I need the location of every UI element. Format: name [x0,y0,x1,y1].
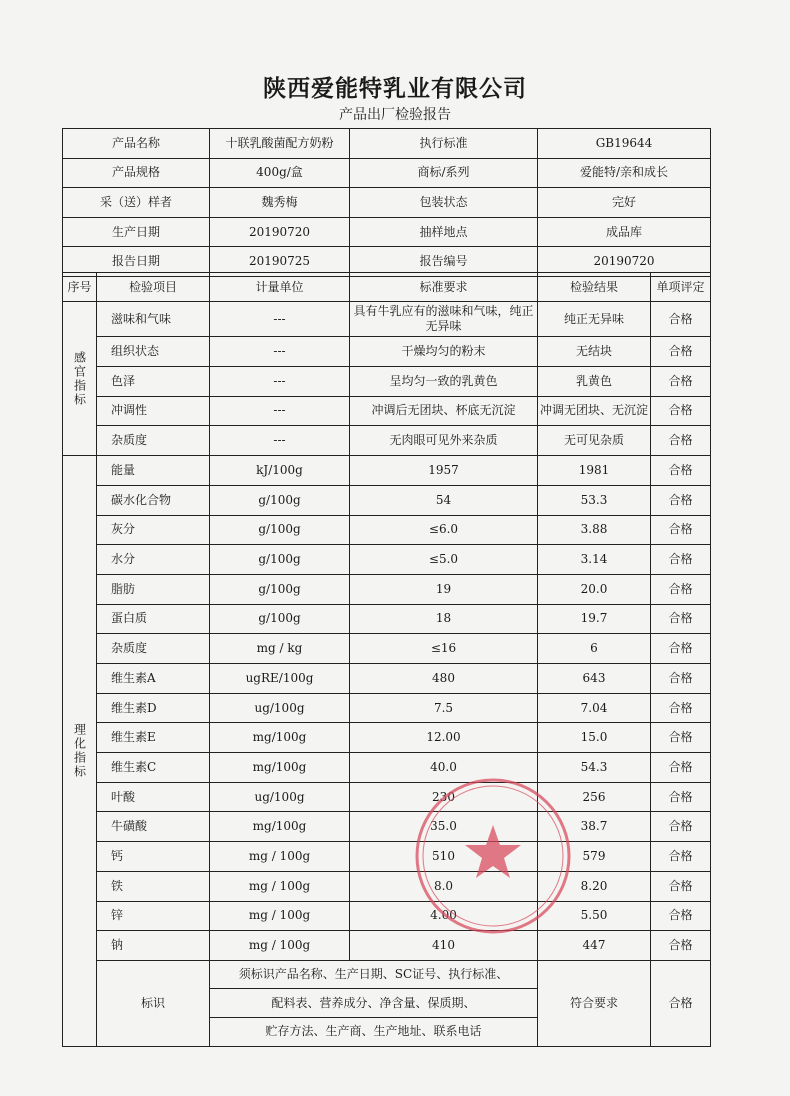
verdict: 合格 [651,693,711,723]
table-row [63,456,711,486]
info-value: 完好 [538,188,711,218]
table-row [63,574,711,604]
info-row [63,188,711,218]
test-item: 色泽 [97,366,210,396]
unit: mg / kg [210,634,350,664]
labeling-row [63,960,711,989]
verdict: 合格 [651,753,711,783]
group-label-sensory: 感官指标 [63,302,97,456]
standard-requirement: ≤16 [350,634,538,664]
test-item-labeling: 标识 [97,960,210,1046]
table-row [63,901,711,931]
verdict: 合格 [651,366,711,396]
info-label: 生产日期 [63,217,210,247]
verdict: 合格 [651,574,711,604]
product-info-table [62,128,711,277]
verdict: 合格 [651,931,711,961]
unit: mg / 100g [210,842,350,872]
info-label: 产品规格 [63,158,210,188]
info-value: 20190720 [538,247,711,277]
verdict: 合格 [651,871,711,901]
info-value: 成品库 [538,217,711,247]
test-item: 脂肪 [97,574,210,604]
info-label: 报告日期 [63,247,210,277]
test-result: 256 [538,782,651,812]
info-value: 400g/盒 [210,158,350,188]
table-row [63,426,711,456]
test-item: 叶酸 [97,782,210,812]
test-result: 冲调无团块、无沉淀 [538,396,651,426]
results-header-row [63,273,711,302]
test-item: 维生素E [97,723,210,753]
unit: mg / 100g [210,871,350,901]
verdict: 合格 [651,456,711,486]
info-label: 商标/系列 [350,158,538,188]
table-row [63,366,711,396]
test-item: 组织状态 [97,337,210,367]
labeling-requirement: 贮存方法、生产商、生产地址、联系电话 [210,1018,538,1047]
standard-requirement: 冲调后无团块、杯底无沉淀 [350,396,538,426]
test-result: 无结块 [538,337,651,367]
table-row [63,485,711,515]
test-item: 能量 [97,456,210,486]
table-row [63,604,711,634]
test-result: 符合要求 [538,960,651,1046]
test-item: 水分 [97,545,210,575]
test-result: 无可见杂质 [538,426,651,456]
group-label-physchem: 理化指标 [63,456,97,1046]
unit: kJ/100g [210,456,350,486]
table-row [63,723,711,753]
column-header: 标准要求 [350,273,538,302]
standard-requirement: 呈均匀一致的乳黄色 [350,366,538,396]
test-item: 维生素C [97,753,210,783]
verdict: 合格 [651,634,711,664]
test-result: 5.50 [538,901,651,931]
table-row [63,302,711,337]
unit: ugRE/100g [210,664,350,694]
verdict: 合格 [651,812,711,842]
test-item: 蛋白质 [97,604,210,634]
test-item: 滋味和气味 [97,302,210,337]
column-header: 检验结果 [538,273,651,302]
test-result: 3.88 [538,515,651,545]
table-row [63,545,711,575]
verdict: 合格 [651,664,711,694]
verdict: 合格 [651,842,711,872]
info-value: 20190720 [210,217,350,247]
test-item: 牛磺酸 [97,812,210,842]
table-row [63,842,711,872]
standard-requirement: 410 [350,931,538,961]
labeling-requirement: 须标识产品名称、生产日期、SC证号、执行标准、 [210,960,538,989]
test-item: 钠 [97,931,210,961]
test-result: 6 [538,634,651,664]
info-label: 抽样地点 [350,217,538,247]
test-result: 纯正无异味 [538,302,651,337]
table-row [63,515,711,545]
standard-requirement: 480 [350,664,538,694]
table-row [63,634,711,664]
test-result: 447 [538,931,651,961]
verdict: 合格 [651,515,711,545]
standard-requirement: 35.0 [350,812,538,842]
test-result: 54.3 [538,753,651,783]
info-value: 20190725 [210,247,350,277]
test-item: 冲调性 [97,396,210,426]
table-row [63,337,711,367]
table-row [63,812,711,842]
info-row [63,129,711,159]
column-header: 序号 [63,273,97,302]
info-value: 十联乳酸菌配方奶粉 [210,129,350,159]
standard-requirement: ≤6.0 [350,515,538,545]
unit: g/100g [210,604,350,634]
test-result: 8.20 [538,871,651,901]
table-row [63,931,711,961]
test-result: 53.3 [538,485,651,515]
info-label: 执行标准 [350,129,538,159]
table-row [63,693,711,723]
test-result: 38.7 [538,812,651,842]
test-item: 杂质度 [97,426,210,456]
standard-requirement: 具有牛乳应有的滋味和气味，纯正无异味 [350,302,538,337]
test-result: 7.04 [538,693,651,723]
test-item: 杂质度 [97,634,210,664]
standard-requirement: 4.00 [350,901,538,931]
verdict: 合格 [651,337,711,367]
test-item: 维生素D [97,693,210,723]
test-item: 碳水化合物 [97,485,210,515]
verdict: 合格 [651,302,711,337]
verdict: 合格 [651,604,711,634]
unit: g/100g [210,485,350,515]
standard-requirement: 1957 [350,456,538,486]
info-value: 魏秀梅 [210,188,350,218]
verdict: 合格 [651,901,711,931]
test-result: 579 [538,842,651,872]
unit: mg / 100g [210,931,350,961]
standard-requirement: 54 [350,485,538,515]
column-header: 计量单位 [210,273,350,302]
info-row [63,217,711,247]
unit: ug/100g [210,782,350,812]
unit: mg/100g [210,812,350,842]
info-label: 包装状态 [350,188,538,218]
unit: ug/100g [210,693,350,723]
unit: mg/100g [210,723,350,753]
verdict: 合格 [651,426,711,456]
test-item: 锌 [97,901,210,931]
standard-requirement: 7.5 [350,693,538,723]
unit: mg/100g [210,753,350,783]
test-item: 维生素A [97,664,210,694]
test-result: 20.0 [538,574,651,604]
labeling-requirement: 配料表、营养成分、净含量、保质期、 [210,989,538,1018]
standard-requirement: 510 [350,842,538,872]
unit: --- [210,426,350,456]
verdict: 合格 [651,782,711,812]
table-row [63,753,711,783]
test-item: 钙 [97,842,210,872]
test-item: 灰分 [97,515,210,545]
unit: g/100g [210,515,350,545]
test-result: 15.0 [538,723,651,753]
unit: g/100g [210,545,350,575]
unit: --- [210,302,350,337]
standard-requirement: 18 [350,604,538,634]
standard-requirement: 19 [350,574,538,604]
company-name: 陕西爱能特乳业有限公司 [263,76,527,102]
standard-requirement: ≤5.0 [350,545,538,575]
table-row [63,396,711,426]
info-value: 爱能特/亲和成长 [538,158,711,188]
table-row [63,664,711,694]
standard-requirement: 8.0 [350,871,538,901]
inspection-results-table [62,272,711,1047]
test-result: 19.7 [538,604,651,634]
standard-requirement: 40.0 [350,753,538,783]
test-result: 643 [538,664,651,694]
info-value: GB19644 [538,129,711,159]
report-title: 产品出厂检验报告 [339,107,451,123]
unit: --- [210,366,350,396]
verdict: 合格 [651,723,711,753]
info-row [63,158,711,188]
test-result: 乳黄色 [538,366,651,396]
unit: mg / 100g [210,901,350,931]
standard-requirement: 12.00 [350,723,538,753]
standard-requirement: 干燥均匀的粉末 [350,337,538,367]
test-item: 铁 [97,871,210,901]
column-header: 单项评定 [651,273,711,302]
info-label: 采（送）样者 [63,188,210,218]
info-label: 报告编号 [350,247,538,277]
unit: --- [210,396,350,426]
verdict: 合格 [651,485,711,515]
unit: g/100g [210,574,350,604]
verdict: 合格 [651,960,711,1046]
standard-requirement: 无肉眼可见外来杂质 [350,426,538,456]
verdict: 合格 [651,545,711,575]
test-result: 3.14 [538,545,651,575]
test-result: 1981 [538,456,651,486]
info-label: 产品名称 [63,129,210,159]
standard-requirement: 230 [350,782,538,812]
verdict: 合格 [651,396,711,426]
table-row [63,782,711,812]
table-row [63,871,711,901]
column-header: 检验项目 [97,273,210,302]
unit: --- [210,337,350,367]
